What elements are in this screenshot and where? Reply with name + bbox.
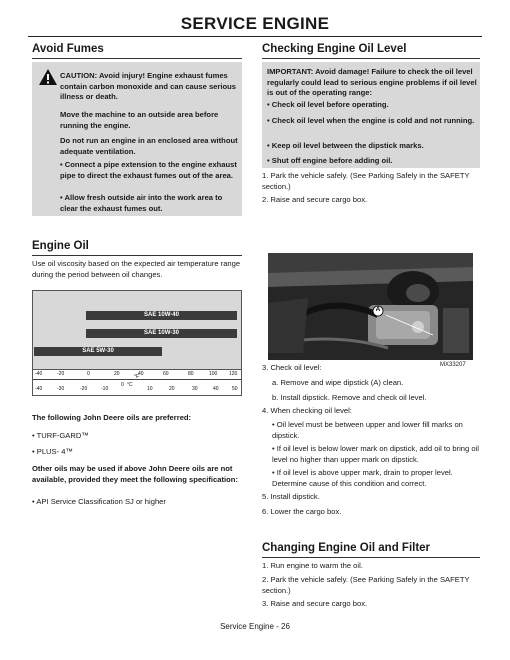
oil-item: • PLUS- 4™ [32, 447, 74, 456]
oil-item: • TURF-GARD™ [32, 431, 89, 440]
f-unit: °F [134, 374, 140, 380]
f-tick: 80 [188, 371, 194, 377]
header-divider [28, 36, 482, 37]
chart-bar: SAE 10W-30 [86, 329, 237, 338]
sub-step: b. Install dipstick. Remove and check oil level. [272, 393, 427, 402]
c-tick: 30 [192, 386, 198, 392]
c-unit: °C [127, 382, 133, 388]
f-tick: 0 [87, 371, 90, 377]
step: 3. Raise and secure cargo box. [262, 599, 368, 608]
change-oil-heading: Changing Engine Oil and Filter [262, 542, 431, 554]
f-tick: 20 [114, 371, 120, 377]
bullet: • If oil level is above upper mark, drain to proper level. Determine cause of this condition and correct. [272, 468, 453, 488]
important-item: • Keep oil level between the dipstick marks. [267, 141, 424, 150]
step: 2. Raise and secure cargo box. [262, 195, 368, 204]
fumes-item: • Connect a pipe extension to the engine exhaust pipe to direct the exhaust fumes out of the area. [60, 160, 237, 180]
step: 2. Park the vehicle safely. (See Parking Safely in the SAFETY section.) [262, 575, 470, 595]
c-tick: -10 [101, 386, 109, 392]
engine-photo [268, 253, 473, 360]
page-title: SERVICE ENGINE [180, 14, 330, 33]
check-oil-heading: Checking Engine Oil Level [262, 43, 407, 55]
important-text: IMPORTANT: Avoid damage! Failure to check the oil level regularly could lead to serious engine problems if oil level is out of the operating range: [267, 67, 477, 98]
f-tick: 120 [229, 371, 238, 377]
bullet: • If oil level is below lower mark on dipstick, add oil to bring oil level no higher than upper mark on dipstick. [272, 444, 479, 464]
chart-bar: SAE 10W-40 [86, 311, 237, 320]
c-tick: 0 [121, 382, 124, 388]
caution-box [32, 62, 242, 216]
important-item: • Check oil level before operating. [267, 100, 389, 109]
f-tick: 100 [209, 371, 218, 377]
c-tick: 50 [232, 386, 238, 392]
c-tick: -40 [35, 386, 43, 392]
fumes-item: Do not run an engine in an enclosed area without adequate ventilation. [60, 136, 238, 156]
callout-a: A [375, 305, 381, 313]
step: 4. When checking oil level: [262, 406, 352, 415]
f-tick: 40 [138, 371, 144, 377]
other-oils: Other oils may be used if above John Deere oils are not available, provided they meet the following specification: [32, 464, 238, 484]
page-footer: Service Engine - 26 [220, 622, 290, 631]
c-tick: 20 [169, 386, 175, 392]
step: 1. Park the vehicle safely. (See Parking Safely in the SAFETY section.) [262, 171, 470, 191]
important-item: • Check oil level when the engine is cold and not running. [267, 116, 475, 125]
c-tick: -20 [80, 386, 88, 392]
f-tick: 60 [163, 371, 169, 377]
c-tick: 10 [147, 386, 153, 392]
c-tick: 40 [213, 386, 219, 392]
check-oil-rule [262, 58, 480, 59]
f-tick: -40 [35, 371, 43, 377]
important-item: • Shut off engine before adding oil. [267, 156, 393, 165]
step: 5. Install dipstick. [262, 492, 320, 501]
bullet: • Oil level must be between upper and lower fill marks on dipstick. [272, 420, 463, 440]
chart-bar: SAE 5W-30 [34, 347, 162, 356]
avoid-fumes-rule [32, 58, 242, 59]
sub-step: a. Remove and wipe dipstick (A) clean. [272, 378, 404, 387]
viscosity-chart [32, 290, 242, 370]
c-tick: -30 [57, 386, 65, 392]
caution-text: CAUTION: Avoid injury! Engine exhaust fumes contain carbon monoxide and can cause serious illness or death. [60, 71, 236, 102]
api-spec: • API Service Classification SJ or higher [32, 497, 166, 506]
fumes-item: Move the machine to an outside area before running the engine. [60, 110, 219, 130]
step: 3. Check oil level: [262, 363, 322, 372]
change-oil-rule [262, 557, 480, 558]
step: 6. Lower the cargo box. [262, 507, 342, 516]
photo-caption: MX33207 [440, 362, 466, 368]
avoid-fumes-heading: Avoid Fumes [32, 43, 104, 55]
engine-oil-heading: Engine Oil [32, 240, 89, 252]
engine-oil-intro: Use oil viscosity based on the expected air temperature range during the period between oil changes. [32, 259, 241, 279]
engine-illustration [268, 253, 473, 360]
f-tick: -20 [57, 371, 65, 377]
warning-triangle-icon [38, 68, 58, 86]
important-box [262, 62, 480, 168]
chart-axis [32, 370, 242, 396]
fumes-item: • Allow fresh outside air into the work area to clear the exhaust fumes out. [60, 193, 223, 213]
preferred-oils: The following John Deere oils are preferred: [32, 413, 192, 422]
engine-oil-rule [32, 255, 242, 256]
step: 1. Run engine to warm the oil. [262, 561, 363, 570]
